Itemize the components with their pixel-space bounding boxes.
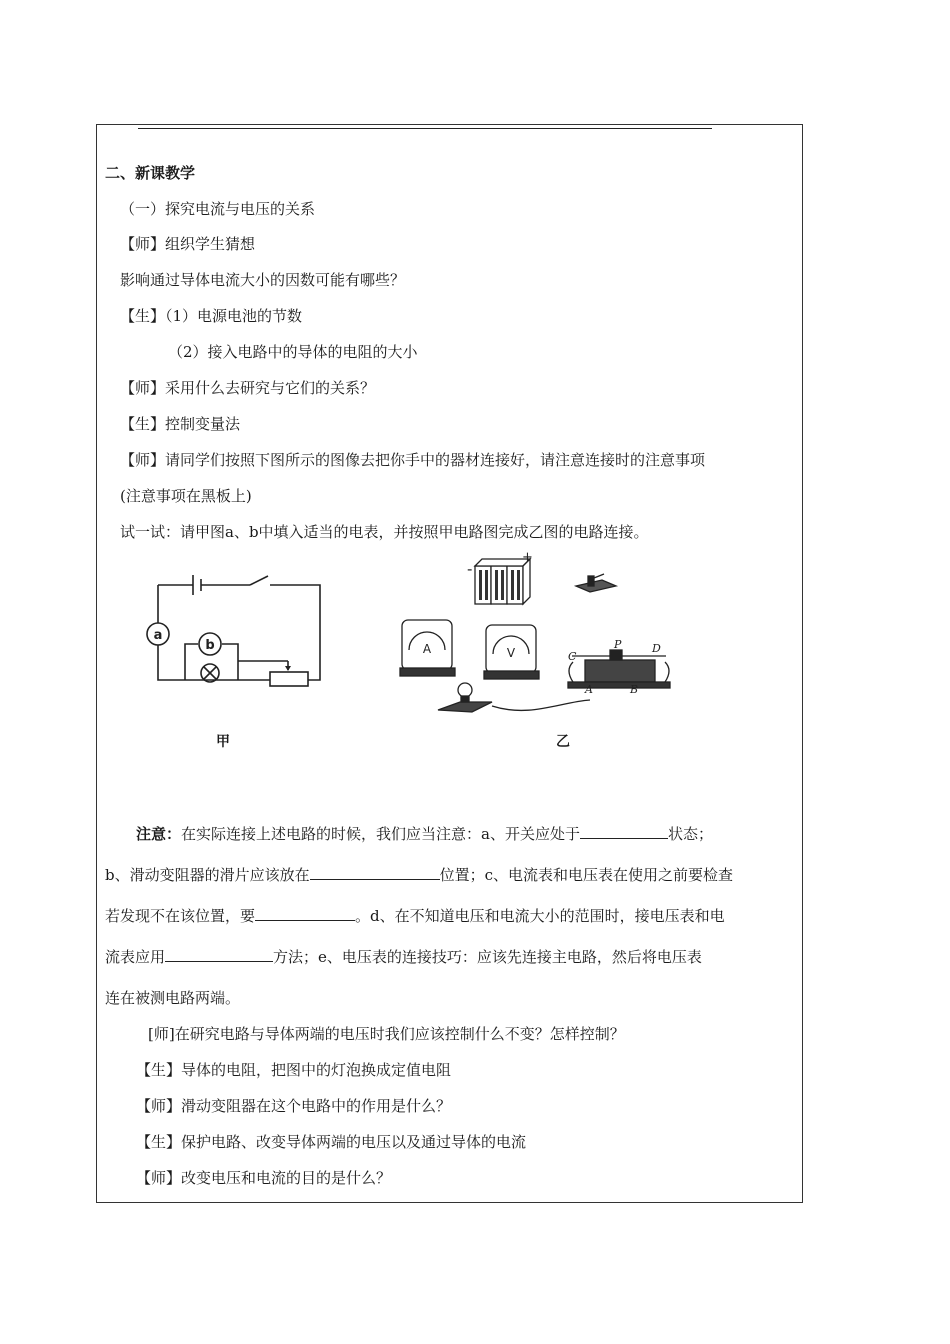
note-text: 若发现不在该位置，要 <box>105 907 256 925</box>
dialogue-line: 【生】导体的电阻，把图中的灯泡换成定值电阻 <box>136 1061 452 1079</box>
note-text: 位置；c、电流表和电压表在使用之前要检查 <box>439 866 734 884</box>
text-line: 【生】（1）电源电池的节数 <box>120 307 303 325</box>
text-line: 【生】控制变量法 <box>120 415 241 433</box>
ammeter-label: A <box>422 642 432 656</box>
figure-caption-left: 甲 <box>216 734 230 750</box>
rheostat-a-label: A <box>585 683 593 696</box>
dialogue-line: 【师】滑动变阻器在这个电路中的作用是什么？ <box>136 1097 452 1115</box>
text-line: （2）接入电路中的导体的电阻的大小 <box>168 343 418 361</box>
rheostat-b-label: B <box>630 683 639 696</box>
dialogue-line: [师]在研究电路与导体两端的电压时我们应该控制什么不变？怎样控制？ <box>148 1025 625 1043</box>
apparatus-illustration <box>390 550 690 725</box>
blank-field[interactable] <box>580 824 668 839</box>
voltmeter-label: V <box>506 646 516 660</box>
note-line-2 <box>105 864 733 885</box>
text-line: 【师】请同学们按照下图所示的图像去把你手中的器材连接好，请注意连接时的注意事项 <box>120 451 706 469</box>
meter-b-label: b <box>205 638 215 653</box>
text-line: 【师】组织学生猜想 <box>120 235 256 253</box>
note-label: 注意： <box>136 825 182 843</box>
section-heading: 二、新课教学 <box>105 164 196 182</box>
note-line-4 <box>105 946 702 967</box>
battery-plus: + <box>522 550 533 565</box>
figure-caption-right: 乙 <box>556 734 570 750</box>
text-line: (注意事项在黑板上) <box>120 487 252 505</box>
circuit-diagram <box>140 570 330 695</box>
subsection-title: （一）探究电流与电压的关系 <box>120 200 316 218</box>
note-line-3 <box>105 905 725 926</box>
blank-field[interactable] <box>310 865 440 880</box>
rheostat-p-label: P <box>614 638 622 651</box>
note-text: 在实际连接上述电路的时候，我们应当注意：a、开关应处于 <box>181 825 580 843</box>
battery-minus: - <box>467 560 473 578</box>
blank-field[interactable] <box>255 906 355 921</box>
header-rule <box>138 128 712 129</box>
text-line: 【师】采用什么去研究与它们的关系？ <box>120 379 376 397</box>
note-line-5: 连在被测电路两端。 <box>105 989 241 1007</box>
dialogue-line: 【师】改变电压和电流的目的是什么？ <box>136 1169 392 1187</box>
rheostat-d-label: D <box>652 642 661 655</box>
text-line: 试一试：请甲图a、b中填入适当的电表，并按照甲电路图完成乙图的电路连接。 <box>120 523 649 541</box>
note-text: 方法；e、电压表的连接技巧：应该先连接主电路，然后将电压表 <box>273 948 702 966</box>
meter-a-label: a <box>153 628 163 643</box>
blank-field[interactable] <box>165 947 273 962</box>
dialogue-line: 【生】保护电路、改变导体两端的电压以及通过导体的电流 <box>136 1133 527 1151</box>
note-text: 状态； <box>667 825 713 843</box>
text-line: 影响通过导体电流大小的因数可能有哪些？ <box>120 271 406 289</box>
note-line-1 <box>136 823 713 844</box>
note-text: 。d、在不知道电压和电流大小的范围时，接电压表和电 <box>355 907 725 925</box>
note-text: b、滑动变阻器的滑片应该放在 <box>105 866 310 884</box>
rheostat-c-label: C <box>568 650 577 663</box>
note-text: 流表应用 <box>105 948 166 966</box>
